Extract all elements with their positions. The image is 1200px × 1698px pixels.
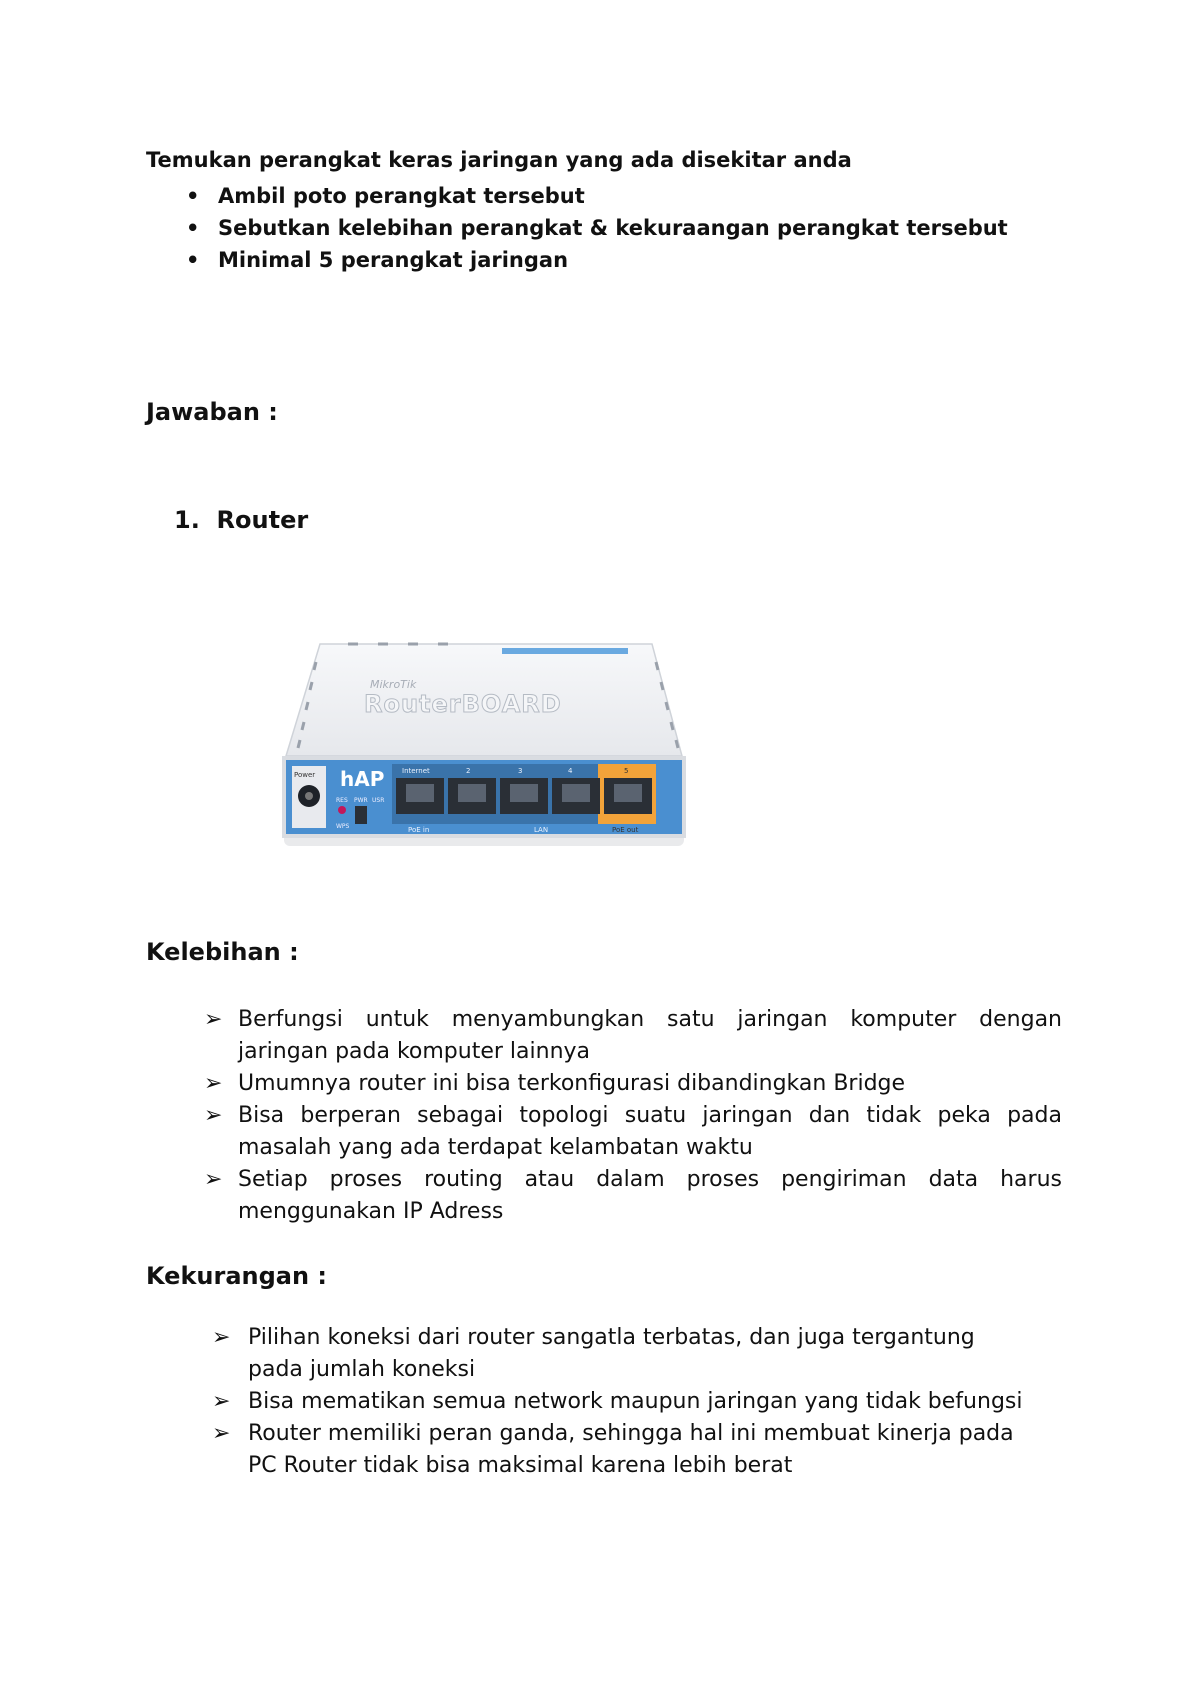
kekurangan-item-text: Router memiliki peran ganda, sehingga hal ini membuat kinerja pada PC Router tidak bisa maksimal karena lebih berat [248, 1421, 1014, 1478]
kekurangan-item-text: Pilihan koneksi dari router sangatla terbatas, dan juga tergantung pada jumlah koneksi [248, 1325, 975, 1382]
list-item [212, 1418, 1062, 1482]
arrow-bullet-icon: ➢ [212, 1421, 231, 1446]
answer-label: Jawaban : [146, 398, 278, 426]
arrow-bullet-icon: ➢ [204, 1071, 223, 1096]
res-label: RES [336, 797, 348, 804]
list-item [204, 1100, 1062, 1164]
kelebihan-label: Kelebihan : [146, 938, 299, 966]
device-heading [174, 506, 308, 534]
question-item-text: Sebutkan kelebihan perangkat & kekuraangan perangkat tersebut [218, 216, 1008, 240]
kelebihan-item-text: Umumnya router ini bisa terkonfigurasi dibandingkan Bridge [238, 1071, 906, 1096]
router-brand-text: MikroTik [370, 678, 417, 691]
arrow-bullet-icon: ➢ [204, 1103, 223, 1128]
internet-label: Internet [402, 767, 430, 775]
arrow-bullet-icon: ➢ [204, 1167, 223, 1192]
list-item [146, 244, 1008, 276]
arrow-bullet-icon: ➢ [204, 1007, 223, 1032]
port-3-label: 3 [518, 767, 523, 775]
device-number: 1. [174, 506, 200, 534]
port-5-label: 5 [624, 767, 629, 775]
question-item-text: Minimal 5 perangkat jaringan [218, 248, 569, 272]
kekurangan-item-text: Bisa mematikan semua network maupun jaringan yang tidak befungsi [248, 1389, 1023, 1414]
kelebihan-item-text: Bisa berperan sebagai topologi suatu jaringan dan tidak peka pada masalah yang ada terdapat kelambatan waktu [238, 1103, 1062, 1160]
kelebihan-list [204, 1004, 1062, 1228]
list-item [204, 1004, 1062, 1068]
power-label: Power [294, 771, 316, 779]
list-item [204, 1164, 1062, 1228]
bullet-icon: • [186, 184, 200, 208]
question-list [146, 180, 1008, 276]
list-item [212, 1386, 1062, 1418]
device-name: Router [216, 506, 309, 534]
wps-label: WPS [336, 823, 350, 830]
router-model-text: RouterBOARD [364, 690, 562, 718]
usb-port-icon [355, 806, 367, 824]
arrow-bullet-icon: ➢ [212, 1389, 231, 1414]
router-image [278, 636, 690, 852]
list-item [146, 212, 1008, 244]
kekurangan-label: Kekurangan : [146, 1262, 328, 1290]
kelebihan-item-text: Berfungsi untuk menyambungkan satu jaringan komputer dengan jaringan pada komputer lainnya [238, 1007, 1062, 1064]
port-2-label: 2 [466, 767, 471, 775]
list-item [146, 180, 1008, 212]
poe-out-label: PoE out [612, 826, 639, 834]
poe-in-label: PoE in [408, 826, 430, 834]
port-4-label: 4 [568, 767, 573, 775]
bullet-icon: • [186, 248, 200, 272]
router-led-strip [502, 648, 628, 654]
question-item-text: Ambil poto perangkat tersebut [218, 184, 585, 208]
usr-label: USR [372, 797, 385, 804]
arrow-bullet-icon: ➢ [212, 1325, 231, 1350]
kelebihan-item-text: Setiap proses routing atau dalam proses pengiriman data harus menggunakan IP Adress [238, 1167, 1062, 1224]
kekurangan-list [212, 1322, 1062, 1482]
reset-button-icon [338, 806, 346, 814]
bullet-icon: • [186, 216, 200, 240]
question-title: Temukan perangkat keras jaringan yang ada disekitar anda [146, 148, 852, 172]
product-logo: hAP [340, 767, 385, 791]
list-item [212, 1322, 1062, 1386]
lan-label: LAN [534, 826, 549, 834]
pwr-label: PWR [354, 797, 368, 804]
list-item [204, 1068, 1062, 1100]
